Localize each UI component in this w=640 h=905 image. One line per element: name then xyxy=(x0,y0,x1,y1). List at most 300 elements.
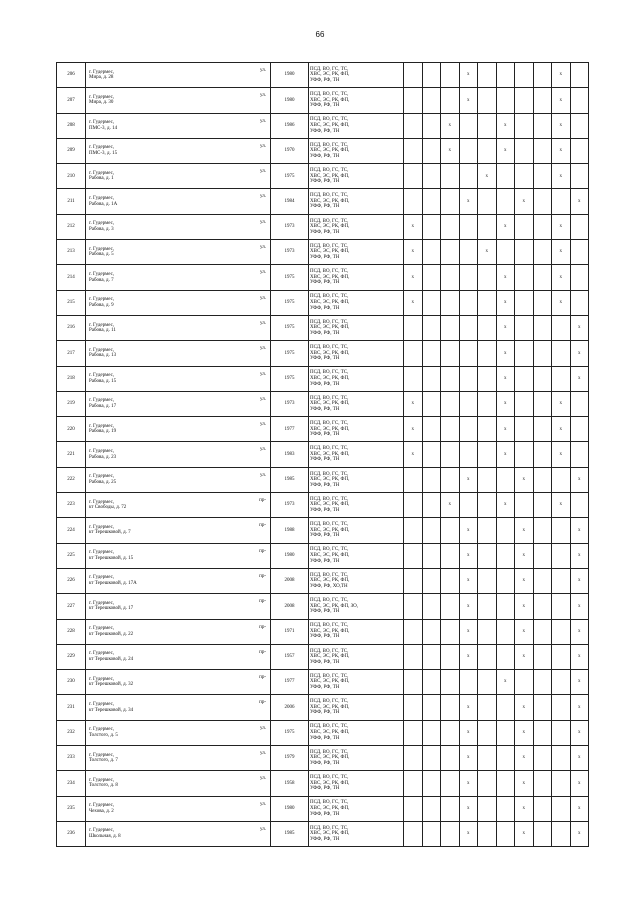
mark-cell xyxy=(441,796,460,821)
mark-cell: x xyxy=(552,391,571,416)
mark-cell xyxy=(459,315,478,340)
mark-cell: x xyxy=(496,290,515,315)
street-type: ул. xyxy=(259,219,266,225)
street-type: ул. xyxy=(259,422,266,428)
mark-cell xyxy=(478,341,497,366)
services-cell xyxy=(309,240,404,265)
mark-cell xyxy=(570,63,589,88)
mark-cell xyxy=(533,315,552,340)
mark-cell xyxy=(570,265,589,290)
services-line: ПСД, ВО, ГС, ТС, xyxy=(310,522,349,528)
mark-cell: x xyxy=(459,619,478,644)
services-line: ХВС, ЭС, РК, ФП, xyxy=(310,198,350,204)
mark-cell xyxy=(478,442,497,467)
mark-cell: x xyxy=(496,442,515,467)
mark-cell xyxy=(404,771,423,796)
mark-cell: x xyxy=(459,63,478,88)
services-cell xyxy=(309,214,404,239)
mark-cell xyxy=(496,189,515,214)
street-type: пр- xyxy=(259,573,266,579)
street-type: ул. xyxy=(259,93,266,99)
address-street: ПМС-3, д. 15 xyxy=(89,151,118,157)
address-city: г. Гудермес, xyxy=(89,575,115,581)
build-year: 1985 xyxy=(271,821,309,846)
mark-cell xyxy=(459,265,478,290)
mark-cell xyxy=(422,391,441,416)
row-number: 232 xyxy=(57,720,86,745)
mark-cell: x xyxy=(570,619,589,644)
address-street: кт Терешковой, д. 15 xyxy=(89,555,134,561)
mark-cell xyxy=(552,594,571,619)
services-cell xyxy=(309,265,404,290)
services-line: ХВС, ЭС, РК, ФП, xyxy=(310,451,350,457)
services-line: УФФ, РФ, ТН xyxy=(310,153,340,159)
services-line: УФФ, РФ, ХО,ТН xyxy=(310,583,348,589)
mark-cell xyxy=(478,391,497,416)
table-row xyxy=(57,771,589,796)
address-cell xyxy=(86,164,271,189)
mark-cell: x xyxy=(459,189,478,214)
address-street: Рабова, д. 1А xyxy=(89,201,118,207)
street-type: пр- xyxy=(259,624,266,630)
address-street: кт Свободы, д. 72 xyxy=(89,505,127,511)
table-row xyxy=(57,670,589,695)
mark-cell: x xyxy=(496,417,515,442)
mark-cell xyxy=(441,417,460,442)
address-cell xyxy=(86,568,271,593)
mark-cell xyxy=(404,164,423,189)
address-street: Толстого, д. 8 xyxy=(89,783,118,789)
mark-cell xyxy=(422,543,441,568)
table-row xyxy=(57,265,589,290)
address-street: Рабова, д. 7 xyxy=(89,277,114,283)
services-line: УФФ, РФ, ТН xyxy=(310,735,340,741)
row-number: 212 xyxy=(57,214,86,239)
mark-cell xyxy=(478,63,497,88)
address-street: кт Терешковой, д. 24 xyxy=(89,656,134,662)
services-cell xyxy=(309,366,404,391)
mark-cell xyxy=(478,594,497,619)
mark-cell: x xyxy=(404,442,423,467)
mark-cell: x xyxy=(404,265,423,290)
mark-cell xyxy=(422,644,441,669)
mark-cell xyxy=(533,543,552,568)
mark-cell xyxy=(441,619,460,644)
street-type: пр- xyxy=(259,548,266,554)
mark-cell xyxy=(459,493,478,518)
services-line: ХВС, ЭС, РК, ФП, xyxy=(310,755,350,761)
services-line: УФФ, РФ, ТН xyxy=(310,330,340,336)
services-line: УФФ, РФ, ТН xyxy=(310,659,340,665)
mark-cell xyxy=(552,796,571,821)
mark-cell xyxy=(441,568,460,593)
mark-cell xyxy=(552,467,571,492)
address-street: кт Терешковой, д. 32 xyxy=(89,682,134,688)
address-cell xyxy=(86,543,271,568)
mark-cell xyxy=(478,138,497,163)
mark-cell xyxy=(515,417,534,442)
mark-cell xyxy=(404,189,423,214)
address-city: г. Гудермес, xyxy=(89,297,115,303)
street-type: ул. xyxy=(259,295,266,301)
mark-cell xyxy=(515,315,534,340)
services-cell xyxy=(309,442,404,467)
mark-cell xyxy=(441,315,460,340)
table-row xyxy=(57,138,589,163)
mark-cell xyxy=(404,366,423,391)
services-line: УФФ, РФ, ТН xyxy=(310,229,340,235)
services-cell xyxy=(309,138,404,163)
mark-cell xyxy=(441,240,460,265)
street-type: ул. xyxy=(259,396,266,402)
mark-cell: x xyxy=(570,771,589,796)
services-line: ХВС, ЭС, РК, ФП, xyxy=(310,173,350,179)
address-city: г. Гудермес, xyxy=(89,347,115,353)
address-cell xyxy=(86,240,271,265)
mark-cell xyxy=(478,670,497,695)
services-line: ПСД, ВО, ГС, ТС, xyxy=(310,572,349,578)
mark-cell xyxy=(533,644,552,669)
services-line: ПСД, ВО, ГС, ТС, xyxy=(310,243,349,249)
build-year: 1980 xyxy=(271,543,309,568)
mark-cell xyxy=(515,214,534,239)
services-cell xyxy=(309,493,404,518)
street-type: ул. xyxy=(259,245,266,251)
mark-cell xyxy=(441,771,460,796)
mark-cell xyxy=(441,341,460,366)
table-row xyxy=(57,290,589,315)
mark-cell: x xyxy=(441,493,460,518)
services-line: УФФ, РФ, ТН xyxy=(310,255,340,261)
mark-cell xyxy=(404,315,423,340)
row-number: 233 xyxy=(57,746,86,771)
mark-cell xyxy=(515,88,534,113)
mark-cell: x xyxy=(552,88,571,113)
mark-cell: x xyxy=(570,315,589,340)
services-line: ХВС, ЭС, РК, ФП, xyxy=(310,654,350,660)
address-street: Рабова, д. 1 xyxy=(89,176,114,182)
table-row xyxy=(57,568,589,593)
services-line: ХВС, ЭС, РК, ФП, xyxy=(310,249,350,255)
mark-cell xyxy=(533,442,552,467)
mark-cell xyxy=(552,518,571,543)
mark-cell xyxy=(515,265,534,290)
address-city: г. Гудермес, xyxy=(89,423,115,429)
mark-cell xyxy=(441,63,460,88)
services-line: ПСД, ВО, ГС, ТС, xyxy=(310,749,349,755)
services-cell xyxy=(309,594,404,619)
row-number: 229 xyxy=(57,644,86,669)
mark-cell: x xyxy=(570,720,589,745)
address-street: Рабова, д. 5 xyxy=(89,252,114,258)
address-city: г. Гудермес, xyxy=(89,449,115,454)
row-number: 223 xyxy=(57,493,86,518)
mark-cell xyxy=(441,442,460,467)
address-city: г. Гудермес, xyxy=(89,474,115,480)
mark-cell: x xyxy=(570,796,589,821)
build-year: 1970 xyxy=(271,138,309,163)
mark-cell xyxy=(496,720,515,745)
mark-cell xyxy=(459,366,478,391)
mark-cell xyxy=(478,214,497,239)
build-year: 1973 xyxy=(271,240,309,265)
mark-cell: x xyxy=(478,240,497,265)
mark-cell xyxy=(533,265,552,290)
services-cell xyxy=(309,113,404,138)
services-cell xyxy=(309,315,404,340)
mark-cell: x xyxy=(552,113,571,138)
address-city: г. Гудермес, xyxy=(89,626,115,632)
address-street: Школьная, д. 8 xyxy=(89,834,121,840)
mark-cell xyxy=(478,467,497,492)
build-year: 1958 xyxy=(271,771,309,796)
services-line: ХВС, ЭС, РК, ФП, xyxy=(310,122,350,128)
services-line: ПСД, ВО, ГС, ТС, xyxy=(310,496,349,502)
row-number: 225 xyxy=(57,543,86,568)
services-line: ПСД, ВО, ГС, ТС, xyxy=(310,420,349,426)
address-cell xyxy=(86,442,271,467)
mark-cell xyxy=(496,821,515,846)
build-year: 1979 xyxy=(271,746,309,771)
table-row xyxy=(57,493,589,518)
mark-cell xyxy=(441,164,460,189)
mark-cell: x xyxy=(496,391,515,416)
address-city: г. Гудермес, xyxy=(89,271,115,277)
services-line: ПСД, ВО, ГС, ТС, xyxy=(310,395,349,401)
mark-cell: x xyxy=(496,113,515,138)
table-row xyxy=(57,240,589,265)
mark-cell xyxy=(570,164,589,189)
row-number: 208 xyxy=(57,113,86,138)
build-year: 1977 xyxy=(271,417,309,442)
mark-cell xyxy=(404,113,423,138)
mark-cell xyxy=(422,138,441,163)
mark-cell xyxy=(459,391,478,416)
mark-cell: x xyxy=(552,164,571,189)
mark-cell xyxy=(533,214,552,239)
mark-cell: x xyxy=(515,518,534,543)
address-cell xyxy=(86,265,271,290)
mark-cell xyxy=(441,720,460,745)
build-year: 1977 xyxy=(271,670,309,695)
row-number: 230 xyxy=(57,670,86,695)
services-line: ПСД, ВО, ГС, ТС, xyxy=(310,193,349,199)
mark-cell xyxy=(422,265,441,290)
services-line: УФФ, РФ, ТН xyxy=(310,685,340,691)
mark-cell xyxy=(478,543,497,568)
mark-cell: x xyxy=(570,518,589,543)
address-cell xyxy=(86,695,271,720)
mark-cell xyxy=(552,670,571,695)
services-line: ХВС, ЭС, РК, ФП, xyxy=(310,350,350,356)
services-line: ПСД, ВО, ГС, ТС, xyxy=(310,825,349,831)
mark-cell xyxy=(496,88,515,113)
mark-cell xyxy=(404,746,423,771)
mark-cell xyxy=(441,543,460,568)
table-body xyxy=(57,63,589,847)
mark-cell xyxy=(478,265,497,290)
build-year: 1975 xyxy=(271,164,309,189)
mark-cell: x xyxy=(570,341,589,366)
address-street: Рабова, д. 11 xyxy=(89,328,116,334)
mark-cell xyxy=(422,341,441,366)
mark-cell: x xyxy=(552,493,571,518)
table-row xyxy=(57,113,589,138)
street-type: пр- xyxy=(259,523,266,529)
mark-cell xyxy=(441,594,460,619)
address-street: Мира, д. 28 xyxy=(89,75,114,81)
services-line: ХВС, ЭС, РК, ФП, xyxy=(310,578,350,584)
mark-cell xyxy=(552,771,571,796)
mark-cell xyxy=(552,720,571,745)
services-line: ПСД, ВО, ГС, ТС, xyxy=(310,471,349,477)
mark-cell xyxy=(478,88,497,113)
mark-cell xyxy=(515,164,534,189)
table-row xyxy=(57,467,589,492)
services-line: ХВС, ЭС, РК, ФП, xyxy=(310,477,350,483)
mark-cell xyxy=(533,417,552,442)
mark-cell xyxy=(496,518,515,543)
table-row xyxy=(57,821,589,846)
mark-cell xyxy=(404,543,423,568)
mark-cell xyxy=(422,518,441,543)
address-cell xyxy=(86,138,271,163)
services-line: УФФ, РФ, ТН xyxy=(310,507,340,513)
mark-cell xyxy=(533,138,552,163)
mark-cell xyxy=(404,796,423,821)
services-line: ХВС, ЭС, РК, ФП, xyxy=(310,148,350,154)
mark-cell xyxy=(533,164,552,189)
mark-cell: x xyxy=(552,442,571,467)
mark-cell xyxy=(422,746,441,771)
mark-cell xyxy=(441,391,460,416)
address-city: г. Гудермес, xyxy=(89,94,115,100)
mark-cell: x xyxy=(459,796,478,821)
mark-cell xyxy=(422,771,441,796)
mark-cell xyxy=(533,189,552,214)
mark-cell xyxy=(441,518,460,543)
address-city: г. Гудермес, xyxy=(89,828,115,834)
mark-cell xyxy=(422,619,441,644)
mark-cell xyxy=(404,594,423,619)
address-cell xyxy=(86,518,271,543)
table-row xyxy=(57,341,589,366)
table-row xyxy=(57,164,589,189)
address-cell xyxy=(86,113,271,138)
mark-cell: x xyxy=(459,543,478,568)
mark-cell xyxy=(441,290,460,315)
services-line: ПСД, ВО, ГС, ТС, xyxy=(310,446,349,452)
row-number: 222 xyxy=(57,467,86,492)
address-cell xyxy=(86,720,271,745)
build-year: 1957 xyxy=(271,644,309,669)
address-city: г. Гудермес, xyxy=(89,524,115,530)
address-cell xyxy=(86,594,271,619)
mark-cell xyxy=(533,493,552,518)
table-row xyxy=(57,189,589,214)
mark-cell: x xyxy=(570,670,589,695)
address-city: г. Гудермес, xyxy=(89,727,115,733)
mark-cell: x xyxy=(515,568,534,593)
mark-cell xyxy=(533,467,552,492)
mark-cell xyxy=(570,88,589,113)
mark-cell: x xyxy=(496,366,515,391)
mark-cell xyxy=(570,391,589,416)
mark-cell: x xyxy=(459,771,478,796)
street-type: ул. xyxy=(259,826,266,832)
mark-cell xyxy=(533,594,552,619)
mark-cell: x xyxy=(441,138,460,163)
street-type: ул. xyxy=(259,169,266,175)
build-year: 1985 xyxy=(271,467,309,492)
mark-cell: x xyxy=(459,720,478,745)
mark-cell xyxy=(459,341,478,366)
mark-cell xyxy=(515,63,534,88)
services-line: ПСД, ВО, ГС, ТС, xyxy=(310,648,349,654)
mark-cell: x xyxy=(515,189,534,214)
mark-cell xyxy=(496,594,515,619)
mark-cell: x xyxy=(459,644,478,669)
mark-cell: x xyxy=(459,467,478,492)
mark-cell xyxy=(422,88,441,113)
mark-cell xyxy=(404,821,423,846)
services-line: ХВС, ЭС, РК, ФП, xyxy=(310,730,350,736)
street-type: пр- xyxy=(259,675,266,681)
services-line: ХВС, ЭС, РК, ФП, xyxy=(310,805,350,811)
page-number: 66 xyxy=(315,30,325,39)
build-year: 1971 xyxy=(271,619,309,644)
address-city: г. Гудермес, xyxy=(89,322,115,328)
mark-cell xyxy=(478,315,497,340)
services-line: ХВС, ЭС, РК, ФП, xyxy=(310,704,350,710)
mark-cell: x xyxy=(552,240,571,265)
address-cell xyxy=(86,493,271,518)
services-cell xyxy=(309,746,404,771)
mark-cell xyxy=(422,240,441,265)
mark-cell xyxy=(515,391,534,416)
mark-cell xyxy=(422,189,441,214)
mark-cell xyxy=(459,417,478,442)
mark-cell xyxy=(478,113,497,138)
mark-cell xyxy=(441,695,460,720)
services-line: ХВС, ЭС, РК, ФП, xyxy=(310,401,350,407)
address-city: г. Гудермес, xyxy=(89,170,115,176)
mark-cell xyxy=(496,240,515,265)
mark-cell xyxy=(441,189,460,214)
mark-cell: x xyxy=(570,644,589,669)
services-line: ХВС, ЭС, РК, ФП, xyxy=(310,325,350,331)
mark-cell xyxy=(496,568,515,593)
mark-cell xyxy=(533,670,552,695)
table-row xyxy=(57,746,589,771)
row-number: 228 xyxy=(57,619,86,644)
mark-cell xyxy=(570,493,589,518)
mark-cell xyxy=(422,467,441,492)
mark-cell: x xyxy=(570,467,589,492)
mark-cell: x xyxy=(515,796,534,821)
mark-cell xyxy=(404,695,423,720)
mark-cell xyxy=(496,644,515,669)
table-row xyxy=(57,442,589,467)
mark-cell xyxy=(404,138,423,163)
build-year: 1975 xyxy=(271,290,309,315)
address-street: кт Терешковой, д. 7 xyxy=(89,530,131,536)
services-line: ПСД, ВО, ГС, ТС, xyxy=(310,345,349,351)
build-year: 1980 xyxy=(271,88,309,113)
address-street: Рабова, д. 23 xyxy=(89,454,117,460)
address-cell xyxy=(86,467,271,492)
mark-cell: x xyxy=(552,265,571,290)
